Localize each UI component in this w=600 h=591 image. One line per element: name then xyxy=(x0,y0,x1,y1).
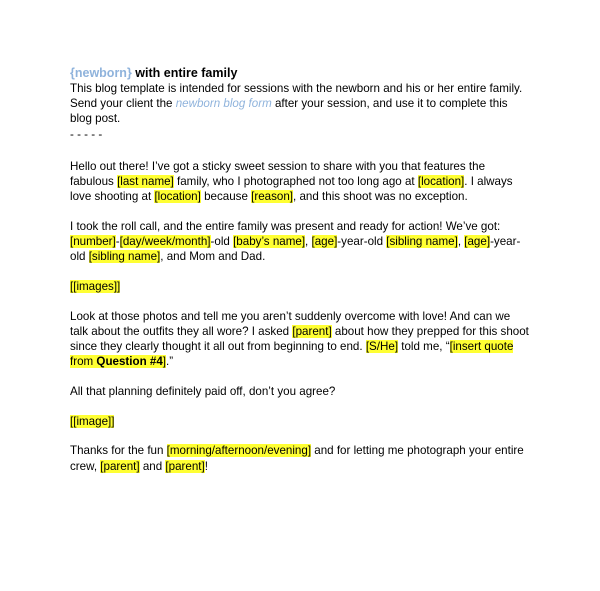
placeholder-number: [number] xyxy=(70,235,116,249)
placeholder-she-he: [S/He] xyxy=(365,340,399,354)
paragraph-image-placeholder xyxy=(70,414,530,429)
text: family, who I photographed not too long ago at xyxy=(173,175,418,189)
text: [insert quote from xyxy=(70,340,514,369)
placeholder-day-week-month: [day/week/month] xyxy=(119,235,211,249)
intro-paragraph xyxy=(70,81,530,127)
paragraph-planning: All that planning definitely paid off, don’t you agree? xyxy=(70,385,336,399)
placeholder-parent: [parent] xyxy=(100,459,140,473)
text: ] xyxy=(162,355,167,369)
intro-text: This blog template is intended for sessions with the newborn and his or her entire family. Send your client the xyxy=(70,82,523,111)
separator-dashes: - - - - - xyxy=(70,127,103,141)
placeholder-last-name: [last name] xyxy=(117,175,174,189)
placeholder-location: [location] xyxy=(417,175,465,189)
text: -year-old xyxy=(337,235,387,249)
placeholder-images: [[images]] xyxy=(70,280,121,294)
text: Thanks for the fun xyxy=(70,444,167,458)
title-tag: {newborn} xyxy=(70,66,132,80)
newborn-blog-form-link[interactable]: newborn blog form xyxy=(175,97,272,111)
placeholder-location: [location] xyxy=(154,190,201,204)
placeholder-age: [age] xyxy=(311,235,338,249)
paragraph-roll-call xyxy=(70,219,530,265)
intro-text-end: after your session, and use it to complete this blog post. xyxy=(70,97,508,126)
document-title xyxy=(70,66,530,81)
placeholder-baby-name: [baby’s name] xyxy=(233,235,306,249)
text: , and this shoot was no exception. xyxy=(293,190,468,204)
text: , xyxy=(457,235,465,249)
text: because xyxy=(200,190,252,204)
placeholder-parent: [parent] xyxy=(165,459,205,473)
placeholder-image: [[image]] xyxy=(70,414,115,428)
placeholder-reason: [reason] xyxy=(251,190,294,204)
placeholder-age: [age] xyxy=(464,235,491,249)
text: and for letting me photograph your entire crew, xyxy=(70,444,524,473)
text: Look at those photos and tell me you aren’t suddenly overcome with love! And can we talk about the outfits they all wore? I asked xyxy=(70,309,511,338)
text: told me, “ xyxy=(398,340,450,354)
paragraph-greeting xyxy=(70,159,530,205)
placeholder-parent: [parent] xyxy=(292,324,332,338)
text: . I always love shooting at xyxy=(70,175,513,204)
text: about how they prepped for this shoot since they clearly thought it all out from beginning to end. xyxy=(70,324,529,354)
paragraph-outfits xyxy=(70,309,530,370)
text: -old xyxy=(210,235,234,249)
placeholder-sibling-name: [sibling name] xyxy=(88,250,161,264)
paragraph-thanks xyxy=(70,443,530,473)
question-number: Question #4 xyxy=(96,355,163,369)
paragraph-images-placeholder xyxy=(70,279,530,294)
text: .” xyxy=(166,355,174,369)
text: , and Mom and Dad. xyxy=(160,250,266,264)
text: and xyxy=(139,459,166,473)
placeholder-time-of-day: [morning/afternoon/evening] xyxy=(166,444,312,458)
text: - xyxy=(115,235,120,249)
text: I took the roll call, and the entire family was present and ready for action! We’ve got: xyxy=(70,219,501,233)
placeholder-sibling-name: [sibling name] xyxy=(386,235,458,249)
text: Hello out there! I’ve got a sticky sweet session to share with you that features the fabulous xyxy=(70,159,486,189)
text: -year-old xyxy=(70,235,521,264)
text: , xyxy=(305,235,312,249)
title-text: with entire family xyxy=(131,66,238,80)
text: ! xyxy=(204,459,208,473)
